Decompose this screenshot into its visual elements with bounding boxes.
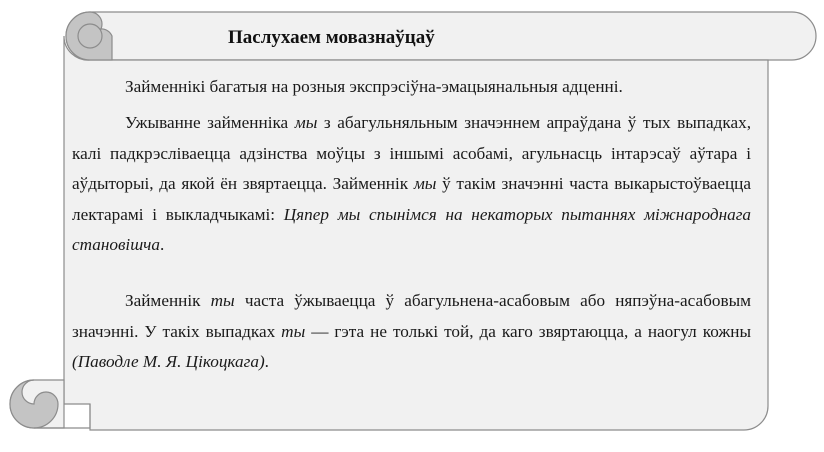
scroll-top-curl-knob (78, 24, 102, 48)
paragraph-3-text-b: часта ўжываецца ў абагульнена-асабовым або няпэўна-асабовым значэнні. У такіх выпадках (72, 291, 751, 341)
paragraph-3-text-d: . (264, 352, 269, 371)
paragraph-3-text-a: Займеннік (125, 291, 211, 310)
scroll-top-roll (66, 12, 816, 60)
paragraph-2-text-d: . (159, 235, 165, 254)
paragraph-2-text-b: з абагульняльным значэннем апраўдана ў тых выпадках, калі падкрэсліваецца адзінства моўцы з іншымі асобамі, агульнасць інтарэсаў аўтара і аўдыторыі, да якой ён звяртаецца. Займеннік (72, 113, 751, 193)
paragraph-2-text-c: ў такім значэнні часта выкарыстоўваецца лектарамі і выкладчыкамі: (72, 174, 751, 224)
paragraph-3 (72, 286, 751, 378)
paragraph-3-italic-a: ты (210, 291, 235, 310)
paragraph-1-text: Займеннікі багатыя на розныя экспрэсіўна-эмацыянальныя адценні. (125, 77, 623, 96)
paragraph-2-text-a: Ужыванне займенніка (125, 113, 295, 132)
paragraph-3-source: (Паводле М. Я. Цікоцкага) (72, 352, 265, 371)
paragraph-3-italic-b: ты (281, 321, 306, 341)
paragraph-1 (72, 72, 751, 103)
paragraph-2-italic-b: мы (413, 174, 437, 193)
page-title: Паслухаем мовазнаўцаў (228, 27, 435, 48)
paragraph-2-italic-a: мы (294, 113, 318, 132)
paragraph-3-text-c: — гэта не толькі той, да каго звяртаюцца, а наогул кожны (305, 321, 751, 341)
paragraph-2 (72, 108, 751, 261)
paragraph-2-example: Цяпер мы спынімся на некаторых пытаннях міжнароднага становішча (72, 204, 751, 254)
